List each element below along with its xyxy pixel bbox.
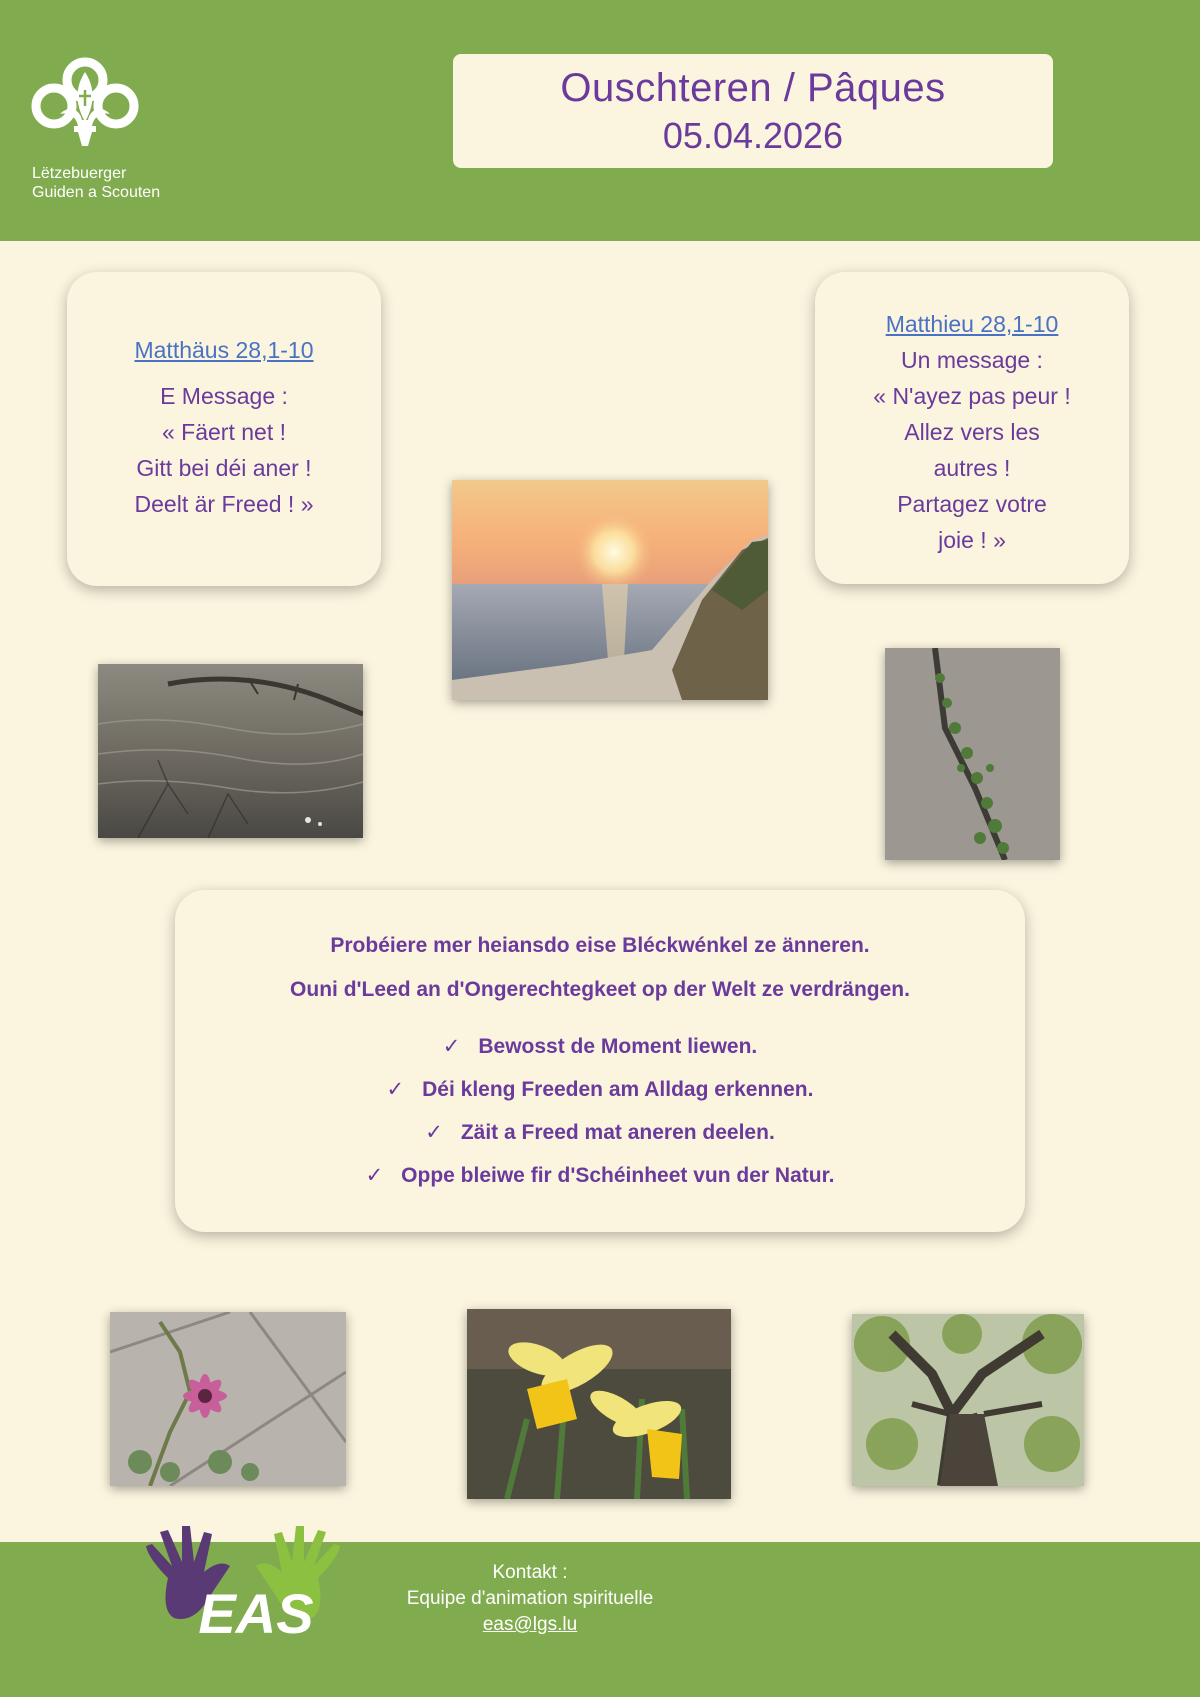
check-mark-icon: ✓ — [442, 1035, 461, 1058]
tree-photo — [852, 1314, 1084, 1486]
reference-link-fr[interactable]: Matthieu 28,1-10 — [885, 311, 1059, 337]
scripture-card-fr — [815, 272, 1129, 584]
list-item — [175, 1032, 1025, 1075]
check-mark-icon: ✓ — [365, 1164, 384, 1187]
card-line: autres ! — [933, 455, 1011, 481]
email-link[interactable]: eas@lgs.lu — [482, 1614, 578, 1635]
card-line: joie ! » — [938, 527, 1006, 553]
event-date: 05.04.2026 — [662, 115, 844, 156]
reflection-list — [175, 1032, 1025, 1204]
card-line: Allez vers les — [904, 419, 1040, 445]
org-name-line1: Lëtzebuerger — [32, 165, 127, 182]
card-line: E Message : — [160, 383, 288, 409]
list-item-text: Bewosst de Moment liewen. — [478, 1035, 758, 1058]
list-item-text: Zäit a Freed mat aneren deelen. — [460, 1121, 775, 1144]
team-name: Equipe d'animation spirituelle — [406, 1588, 654, 1609]
reflection-intro-2: Ouni d'Leed an d'Ongerechtegkeet op der Welt ze verdrängen. — [290, 978, 910, 1001]
org-name — [32, 164, 190, 202]
list-item — [175, 1075, 1025, 1118]
contact-label: Kontakt : — [492, 1562, 568, 1583]
card-line: Gitt bei déi aner ! — [136, 455, 312, 481]
water-photo — [98, 664, 363, 838]
scripture-card-lb — [67, 272, 381, 586]
org-logo — [30, 54, 190, 202]
card-line: Un message : — [901, 347, 1043, 373]
reference-link-lb[interactable]: Matthäus 28,1-10 — [134, 337, 314, 363]
check-mark-icon: ✓ — [386, 1078, 405, 1101]
card-line: « N'ayez pas peur ! — [873, 383, 1071, 409]
check-mark-icon: ✓ — [425, 1121, 443, 1144]
eas-logo-text: EAS — [198, 1582, 314, 1645]
card-line: Partagez votre — [897, 491, 1047, 517]
pink-flower-photo — [110, 1312, 346, 1486]
org-name-line2: Guiden a Scouten — [32, 184, 161, 201]
page-title: Ouschteren / Pâques — [560, 66, 946, 110]
daffodils-photo — [467, 1309, 731, 1499]
plant-in-stone-photo — [885, 648, 1060, 860]
eas-logo — [138, 1518, 363, 1648]
hands-icon — [138, 1518, 363, 1648]
list-item-text: Déi kleng Freeden am Alldag erkennen. — [422, 1078, 814, 1101]
contact-block — [370, 1560, 690, 1638]
fleur-de-lis-trefoil-icon — [30, 54, 140, 150]
list-item — [175, 1161, 1025, 1204]
list-item-text: Oppe bleiwe fir d'Schéinheet vun der Natur. — [401, 1164, 835, 1187]
sunset-beach-photo — [452, 480, 768, 700]
card-line: Deelt är Freed ! » — [134, 491, 314, 517]
reflection-intro-1: Probéiere mer heiansdo eise Bléckwénkel ze änneren. — [330, 934, 870, 957]
card-line: « Fäert net ! — [161, 419, 286, 445]
list-item — [175, 1118, 1025, 1161]
reflection-card — [175, 890, 1025, 1232]
title-box — [453, 54, 1053, 168]
